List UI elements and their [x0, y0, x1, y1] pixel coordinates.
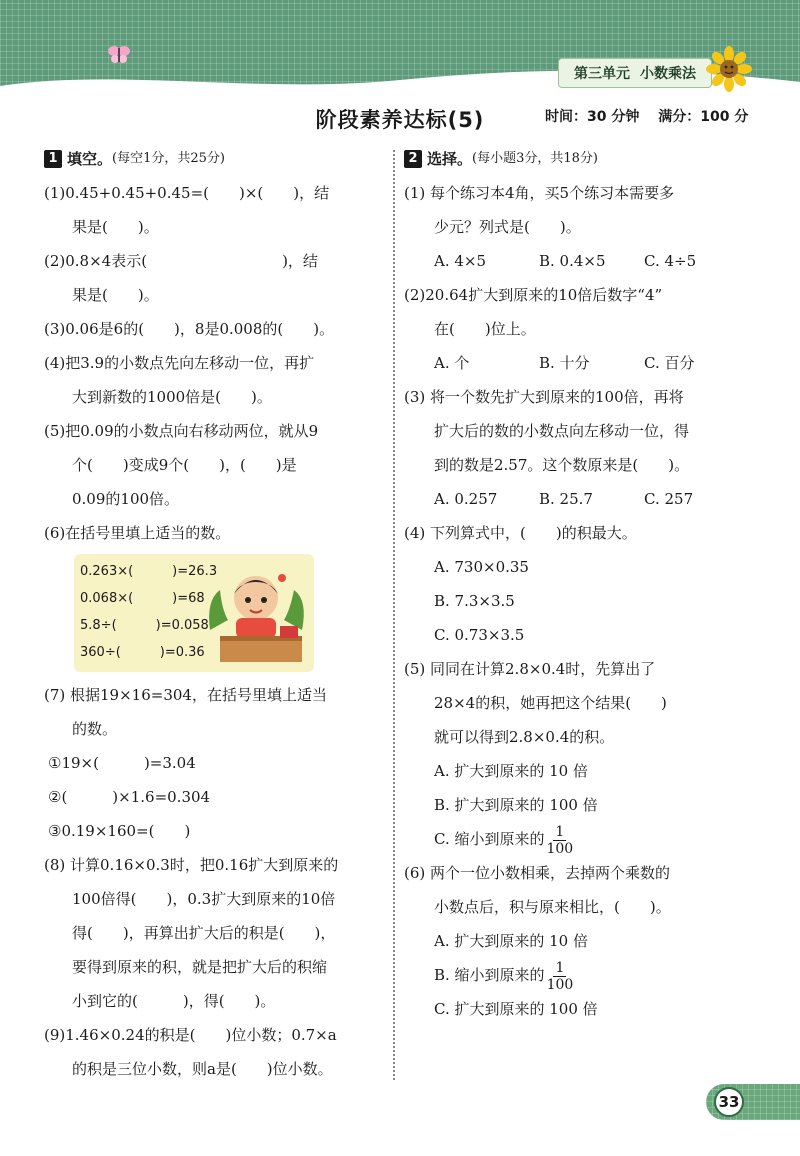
option-c: C. 百分	[644, 354, 695, 372]
question-line: 得( )，再算出扩大后的积是( )，	[72, 924, 336, 942]
question-line: 小数点后，积与原来相比，( )。	[434, 898, 671, 916]
question-line: 要得到原来的积，就是把扩大后的积缩	[72, 958, 328, 976]
section-number: 1	[44, 150, 62, 168]
option-b-text: B. 缩小到原来的	[434, 966, 545, 984]
fraction-denominator: 100	[546, 976, 574, 993]
section-note: (每小题3分，共18分)	[472, 151, 598, 166]
question-line: 28×4的积，她再把这个结果( )	[434, 694, 667, 712]
question-line: (1) 每个练习本4角，买5个练习本需要多	[404, 184, 675, 202]
question-line: ②( )×1.6=0.304	[48, 788, 211, 806]
question-line: 扩大后的数的小数点向左移动一位，得	[434, 422, 690, 440]
section-note: (每空1分，共25分)	[112, 151, 225, 166]
option-b	[404, 958, 754, 992]
option-a: A. 4×5	[434, 252, 487, 270]
option-c	[404, 822, 754, 856]
question-line: 大到新数的1000倍是( )。	[72, 388, 272, 406]
section-title: 选择。	[427, 150, 473, 168]
question-line: 在( )位上。	[434, 320, 536, 338]
unit-label: 第三单元	[574, 66, 630, 82]
fraction-denominator: 100	[546, 840, 574, 857]
question-line: 的积是三位小数，则a是( )位小数。	[72, 1060, 333, 1078]
option-b: B. 7.3×3.5	[434, 592, 515, 610]
page-number-tab	[706, 1084, 800, 1120]
fill-blank-section	[44, 142, 384, 1086]
question-line: (9)1.46×0.24的积是( )位小数；0.7×a	[44, 1026, 337, 1044]
question-line: (2)20.64扩大到原来的10倍后数字“4”	[404, 286, 663, 304]
question-line: 100倍得( )，0.3扩大到原来的10倍	[72, 890, 336, 908]
question-line: 就可以得到2.8×0.4的积。	[434, 728, 615, 746]
question-line: ③0.19×160=( )	[48, 822, 191, 840]
option-c: C. 扩大到原来的 100 倍	[434, 1000, 598, 1018]
page-title: 阶段素养达标(5)	[315, 108, 485, 132]
section-header	[44, 142, 384, 176]
option-b: B. 0.4×5	[539, 252, 606, 270]
sunflower-icon	[706, 46, 752, 92]
question-line: (2)0.8×4表示( )，结	[44, 252, 318, 270]
option-a: A. 扩大到原来的 10 倍	[434, 762, 588, 780]
question-line: (3)0.06是6的( )，8是0.008的( )。	[44, 320, 335, 338]
question-line: (8) 计算0.16×0.3时，把0.16扩大到原来的	[44, 856, 339, 874]
time-limit: 时间：30 分钟	[545, 109, 640, 125]
question-line: (4) 下列算式中，( )的积最大。	[404, 524, 637, 542]
question-line: (7) 根据19×16=304，在括号里填上适当	[44, 686, 327, 704]
option-row	[404, 244, 754, 278]
option-c: C. 0.73×3.5	[434, 626, 525, 644]
question-line: 果是( )。	[72, 286, 159, 304]
question-line: (6)在括号里填上适当的数。	[44, 524, 231, 542]
option-c: C. 4÷5	[644, 252, 697, 270]
section-title: 填空。	[67, 150, 113, 168]
fraction	[546, 824, 573, 857]
exam-meta	[545, 106, 762, 126]
question-line: 个( )变成9个( )，( )是	[72, 456, 297, 474]
option-b: B. 25.7	[539, 490, 593, 508]
option-row	[404, 346, 754, 380]
equation-line: 5.8÷( )=0.058	[80, 618, 209, 633]
option-a: A. 扩大到原来的 10 倍	[434, 932, 588, 950]
question-line: 少元？列式是( )。	[434, 218, 581, 236]
question-line: (3) 将一个数先扩大到原来的100倍，再将	[404, 388, 684, 406]
question-line: 小到它的( )，得( )。	[72, 992, 276, 1010]
equation-box	[74, 554, 314, 672]
unit-tab	[558, 58, 712, 88]
option-a: A. 个	[434, 354, 470, 372]
question-line: 到的数是2.57。这个数原来是( )。	[434, 456, 690, 474]
question-line: 0.09的100倍。	[72, 490, 180, 508]
topic-label: 小数乘法	[640, 66, 696, 82]
question-line: ①19×( )=3.04	[48, 754, 196, 772]
equation-line: 360÷( )=0.36	[80, 645, 205, 660]
option-a: A. 730×0.35	[434, 558, 529, 576]
option-a: A. 0.257	[434, 490, 498, 508]
column-divider	[393, 150, 395, 1080]
fraction	[547, 960, 574, 993]
page-number: 33	[714, 1087, 744, 1117]
full-score: 满分：100 分	[658, 109, 749, 125]
fraction-numerator: 1	[555, 959, 565, 976]
fraction-numerator: 1	[555, 823, 565, 840]
question-line: (6) 两个一位小数相乘，去掉两个乘数的	[404, 864, 671, 882]
question-line: (5) 同同在计算2.8×0.4时，先算出了	[404, 660, 656, 678]
butterfly-icon	[106, 42, 132, 68]
option-c: C. 257	[644, 490, 694, 508]
option-b: B. 十分	[539, 354, 590, 372]
section-number: 2	[404, 150, 422, 168]
question-line: 的数。	[72, 720, 118, 738]
option-row	[404, 482, 754, 516]
option-b: B. 扩大到原来的 100 倍	[434, 796, 598, 814]
option-c-text: C. 缩小到原来的	[434, 830, 545, 848]
question-line: 果是( )。	[72, 218, 159, 236]
multiple-choice-section	[404, 142, 754, 1026]
question-line: (5)把0.09的小数点向右移动两位，就从9	[44, 422, 319, 440]
equation-line: 0.068×( )=68	[80, 591, 205, 606]
question-line: (4)把3.9的小数点先向左移动一位，再扩	[44, 354, 315, 372]
equation-line: 0.263×( )=26.3	[80, 564, 218, 579]
student-illustration	[202, 560, 310, 666]
question-line: (1)0.45+0.45+0.45=( )×( )，结	[44, 184, 330, 202]
section-header	[404, 142, 754, 176]
